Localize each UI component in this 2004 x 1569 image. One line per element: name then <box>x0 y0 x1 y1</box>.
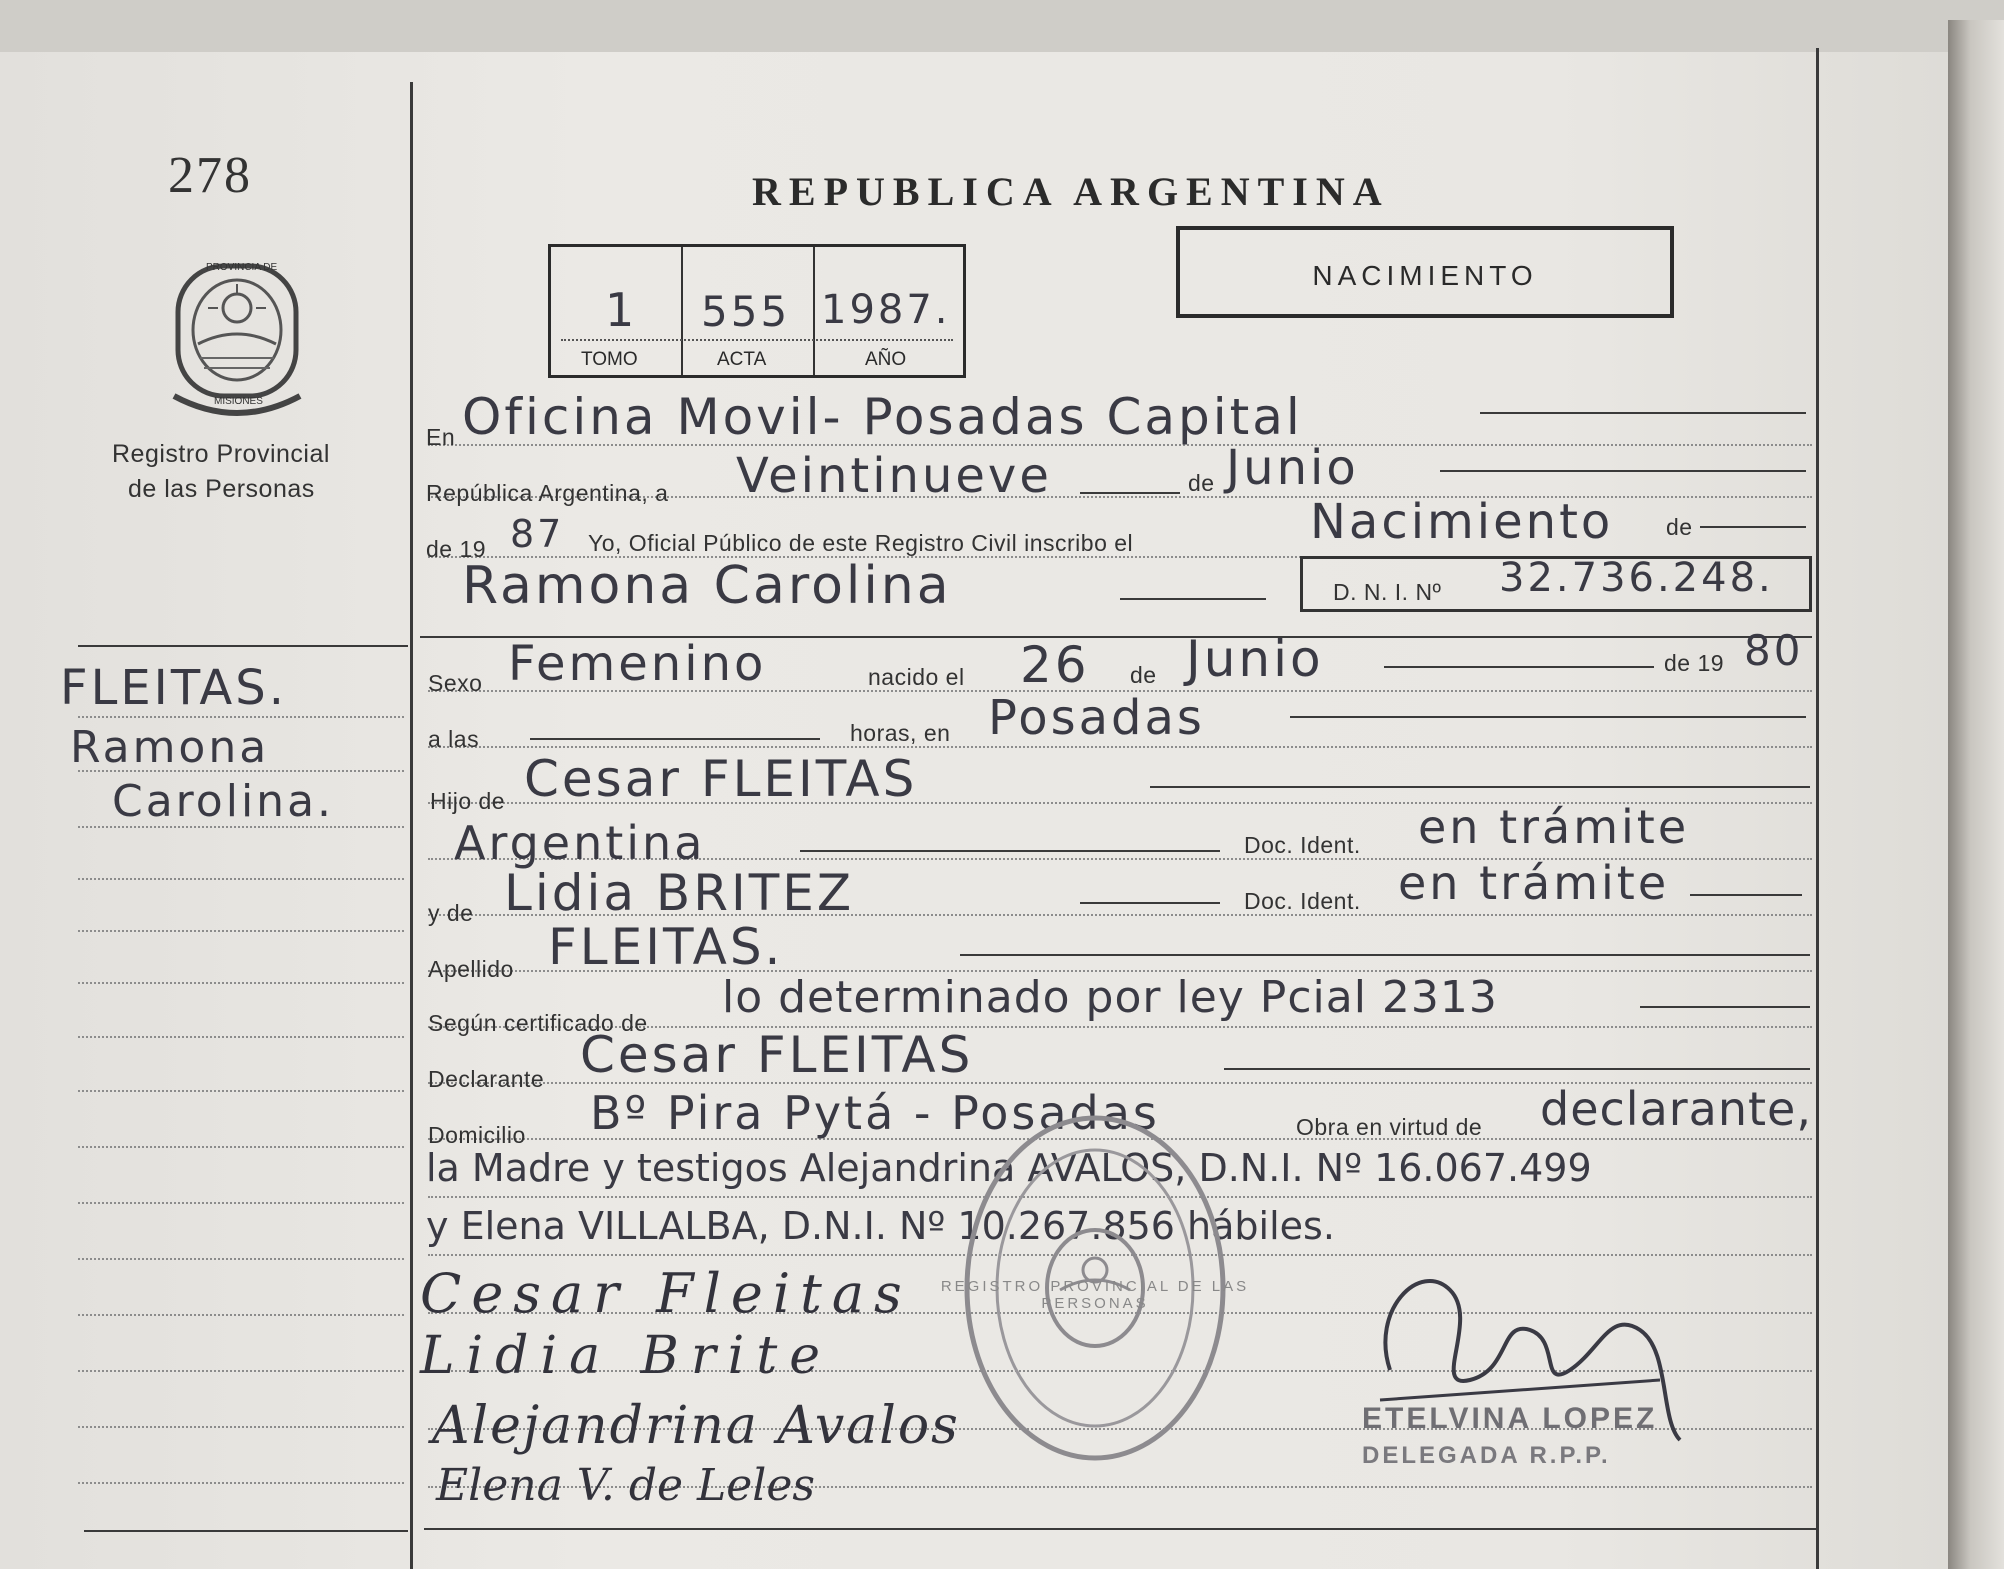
signature-testigo-1: Alejandrina Avalos <box>432 1396 960 1456</box>
right-page-border <box>1816 48 1819 1569</box>
label-de-nac-anio: de 19 <box>1664 650 1725 676</box>
label-de-mes: de <box>1188 470 1215 496</box>
label-oficial: Yo, Oficial Público de este Registro Civil inscribo el <box>588 530 1134 556</box>
value-dni: 32.736.248. <box>1499 555 1774 601</box>
anio-value: 1987. <box>821 287 951 333</box>
left-column-divider <box>410 82 413 1569</box>
record-type-box <box>1176 226 1674 318</box>
label-doc-ident-2: Doc. Ident. <box>1244 888 1361 914</box>
value-apellido: FLEITAS. <box>548 918 784 976</box>
value-nombre: Ramona Carolina <box>462 556 952 616</box>
value-domicilio: Bº Pira Pytá - Posadas <box>590 1086 1160 1140</box>
margin-first-name: Ramona <box>70 722 270 773</box>
label-dni: D. N. I. Nº <box>1333 579 1442 605</box>
book-gutter <box>1948 20 2004 1569</box>
label-de-nac-mes: de <box>1130 662 1157 688</box>
record-type-label: NACIMIENTO <box>1312 260 1538 291</box>
page-number: 278 <box>168 147 252 204</box>
acta-value: 555 <box>701 287 791 336</box>
margin-surname: FLEITAS. <box>60 660 287 716</box>
signature-testigo-2: Elena V. de Leles <box>436 1460 815 1511</box>
label-horas-en: horas, en <box>850 720 951 746</box>
anio-label: AÑO <box>865 349 907 370</box>
margin-second-name: Carolina. <box>112 776 335 827</box>
value-tipo: Nacimiento <box>1310 494 1614 550</box>
officer-title-stamp: DELEGADA R.P.P. <box>1362 1442 1611 1469</box>
round-seal-text: REGISTRO PROVINCIAL DE LAS PERSONAS <box>940 1278 1250 1312</box>
value-lugar: Oficina Movil- Posadas Capital <box>462 388 1303 446</box>
value-nacionalidad-padre: Argentina <box>454 816 706 870</box>
acta-number-box <box>548 244 966 378</box>
value-dia-nacimiento: 26 <box>1020 636 1090 694</box>
value-obra: declarante, <box>1540 1082 1812 1136</box>
label-republica: República Argentina, a <box>426 480 669 506</box>
value-sexo: Femenino <box>508 636 767 692</box>
label-a-las: a las <box>428 726 480 752</box>
value-doc-padre: en trámite <box>1418 800 1690 854</box>
acta-label: ACTA <box>717 349 767 370</box>
value-mes-nacimiento: Junio <box>1186 630 1324 688</box>
value-certificado: lo determinado por ley Pcial 2313 <box>722 972 1498 1023</box>
value-anio-nacimiento: 80 <box>1744 626 1804 675</box>
dni-box <box>1300 556 1812 612</box>
tomo-label: TOMO <box>581 349 638 370</box>
label-segun: Según certificado de <box>428 1010 648 1036</box>
value-mes-inscripcion: Junio <box>1226 440 1359 496</box>
label-apellido: Apellido <box>428 956 514 982</box>
value-declarante: Cesar FLEITAS <box>580 1026 974 1084</box>
registry-name-line2: de las Personas <box>128 475 315 503</box>
entry-rule-bottom <box>424 1528 1816 1530</box>
signature-madre: Lidia Brite <box>420 1326 832 1386</box>
misiones-emblem-icon <box>164 258 310 418</box>
label-de-anio: de 19 <box>426 536 487 562</box>
margin-rule-bottom <box>84 1530 408 1532</box>
emblem-text-top: PROVINCIA DE <box>206 262 278 273</box>
registry-name-line1: Registro Provincial <box>112 440 330 468</box>
label-sexo: Sexo <box>428 670 483 696</box>
value-madre: Lidia BRITEZ <box>504 864 855 922</box>
value-padre: Cesar FLEITAS <box>524 750 918 808</box>
label-declarante: Declarante <box>428 1066 545 1092</box>
label-nacido: nacido el <box>868 664 965 690</box>
label-doc-ident-1: Doc. Ident. <box>1244 832 1361 858</box>
value-doc-madre: en trámite <box>1398 856 1670 910</box>
value-anio-inscripcion: 87 <box>510 512 565 556</box>
tomo-value: 1 <box>605 283 638 337</box>
value-dia-inscripcion: Veintinueve <box>736 448 1052 504</box>
label-y-de: y de <box>428 900 474 926</box>
value-lugar-nacimiento: Posadas <box>988 690 1205 746</box>
emblem-text-bottom: MISIONES <box>214 396 263 407</box>
round-seal-stamp <box>940 1110 1250 1466</box>
label-obra: Obra en virtud de <box>1296 1114 1483 1140</box>
margin-rule-top <box>78 645 408 647</box>
label-domicilio: Domicilio <box>428 1122 526 1148</box>
label-en: En <box>426 424 456 450</box>
label-de-name: de <box>1666 514 1693 540</box>
country-heading: REPUBLICA ARGENTINA <box>752 169 1390 214</box>
signature-padre: Cesar Fleitas <box>420 1262 912 1325</box>
text-line-2: y Elena VILLALBA, D.N.I. Nº 10.267.856 hábiles. <box>426 1204 1335 1248</box>
label-hijo-de: Hijo de <box>430 788 506 814</box>
officer-name-stamp: ETELVINA LOPEZ <box>1362 1402 1658 1435</box>
text-line-1: la Madre y testigos Alejandrina AVALOS, D.N.I. Nº 16.067.499 <box>426 1146 1592 1190</box>
